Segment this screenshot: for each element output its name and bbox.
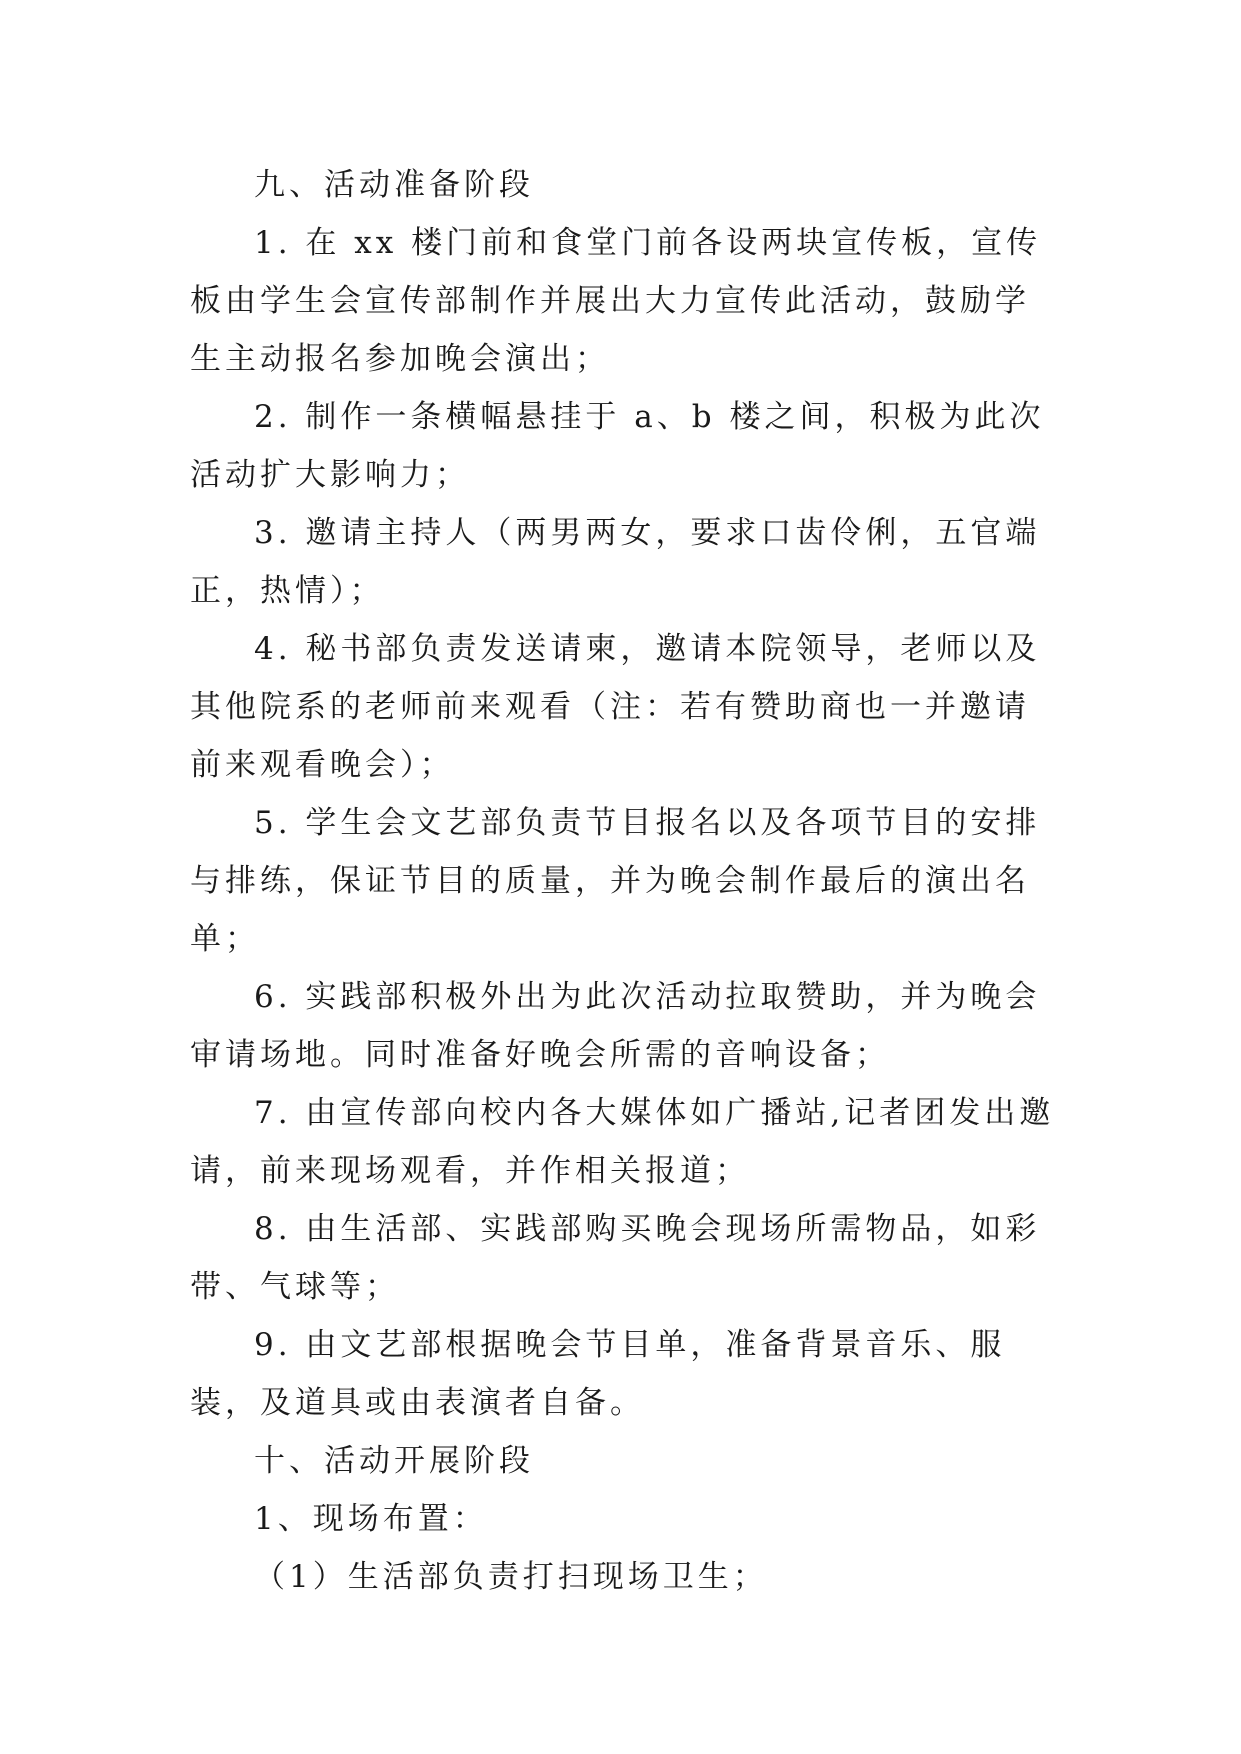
section-9-heading: 九、活动准备阶段 [254,167,534,203]
section-9-item-5: 5. 学生会文艺部负责节目报名以及各项节目的安排与排练，保证节目的质量，并为晚会制作最后的演出名单； [190,805,1041,957]
document-body [190,156,1060,1606]
section-9-item-9: 9. 由文艺部根据晚会节目单，准备背景音乐、服装，及道具或由表演者自备。 [190,1327,1006,1421]
section-9-item-8: 8. 由生活部、实践部购买晚会现场所需物品，如彩带、气球等； [190,1211,1041,1305]
section-9-item-4: 4. 秘书部负责发送请柬，邀请本院领导，老师以及其他院系的老师前来观看（注：若有赞助商也一并邀请前来观看晚会）； [190,631,1041,783]
section-9-item-7: 7. 由宣传部向校内各大媒体如广播站,记者团发出邀请，前来现场观看，并作相关报道； [190,1095,1055,1189]
section-9-item-3: 3. 邀请主持人（两男两女，要求口齿伶俐，五官端正，热情）； [190,515,1041,609]
section-10-sub-item-1: （1）生活部负责打扫现场卫生； [254,1559,768,1595]
section-9-item-1: 1. 在 xx 楼门前和食堂门前各设两块宣传板，宣传板由学生会宣传部制作并展出大力宣传此活动，鼓励学生主动报名参加晚会演出； [190,225,1042,377]
section-9-item-6: 6. 实践部积极外出为此次活动拉取赞助，并为晚会审请场地。同时准备好晚会所需的音响设备； [190,979,1041,1073]
section-10-sub-heading: 1、现场布置： [254,1501,488,1537]
section-9-item-2: 2. 制作一条横幅悬挂于 a、b 楼之间，积极为此次活动扩大影响力； [190,399,1045,493]
section-10-heading: 十、活动开展阶段 [254,1443,534,1479]
